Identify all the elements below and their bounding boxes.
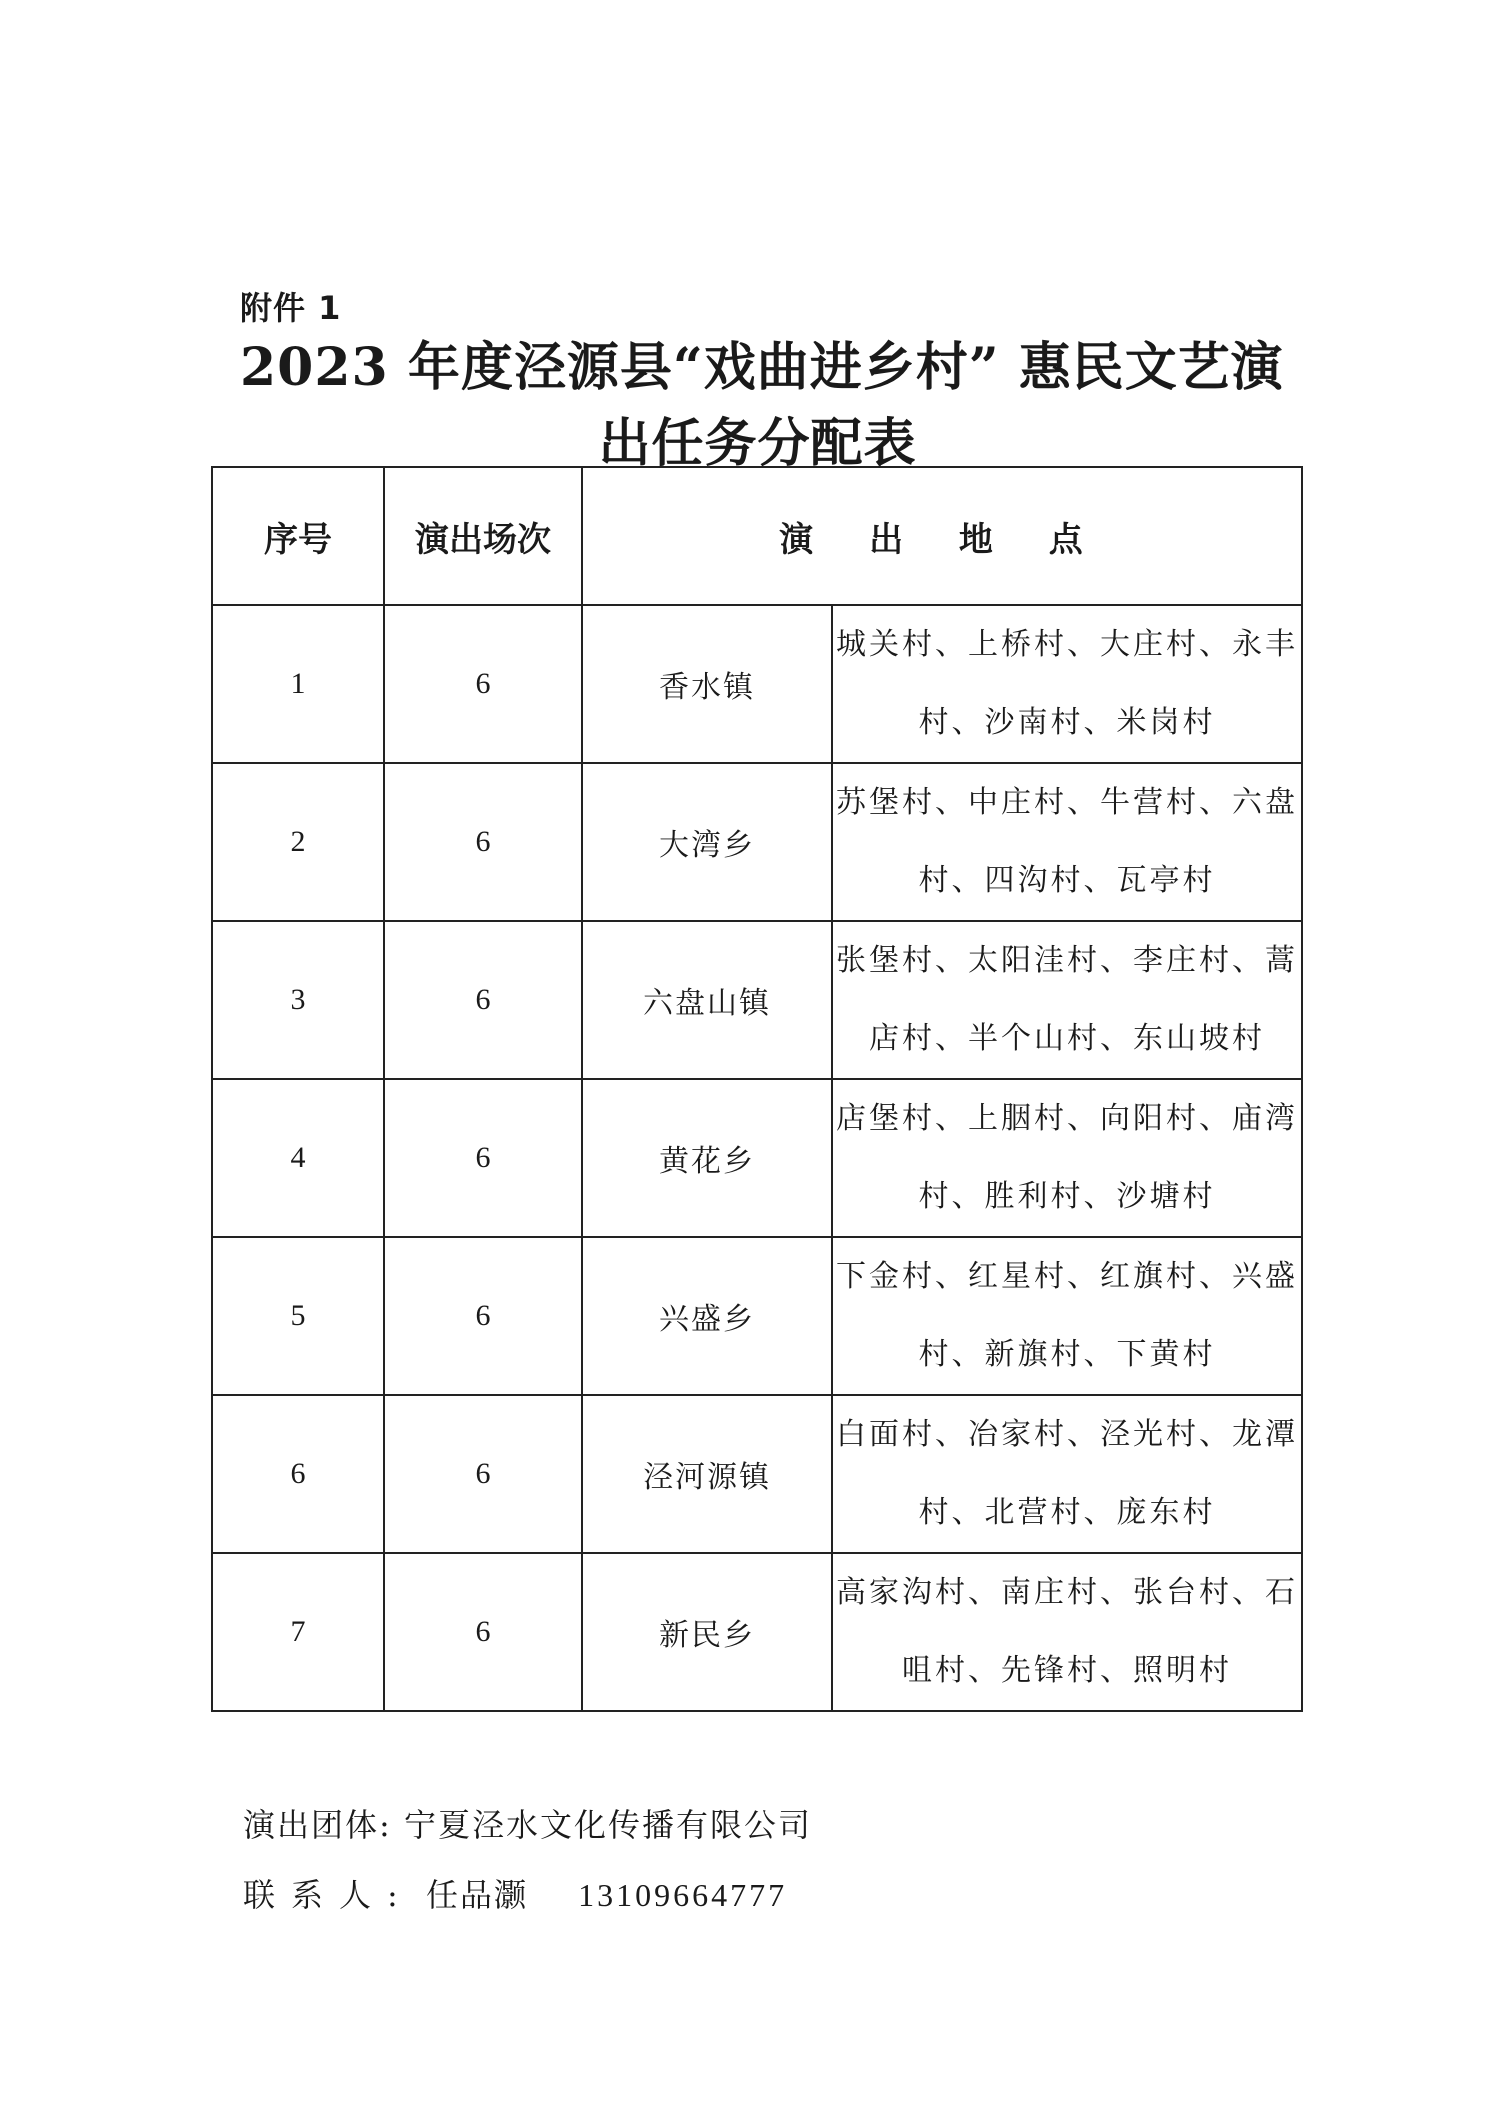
cell-count: 6 xyxy=(384,921,582,1079)
troupe-label: 演出团体: xyxy=(243,1806,392,1844)
cell-town: 泾河源镇 xyxy=(582,1395,832,1553)
troupe-value: 宁夏泾水文化传播有限公司 xyxy=(403,1806,812,1844)
cell-villages: 下金村、红星村、红旗村、兴盛村、新旗村、下黄村 xyxy=(832,1237,1302,1395)
cell-town: 黄花乡 xyxy=(582,1079,832,1237)
cell-villages: 高家沟村、南庄村、张台村、石咀村、先锋村、照明村 xyxy=(832,1553,1302,1711)
table-row xyxy=(212,605,1302,763)
contact-name: 任品灏 xyxy=(425,1876,528,1914)
header-count: 演出场次 xyxy=(384,467,582,605)
table-row xyxy=(212,921,1302,1079)
cell-town: 新民乡 xyxy=(582,1553,832,1711)
cell-serial: 4 xyxy=(212,1079,384,1237)
cell-villages: 苏堡村、中庄村、牛营村、六盘村、四沟村、瓦亭村 xyxy=(832,763,1302,921)
cell-count: 6 xyxy=(384,1079,582,1237)
document-title xyxy=(225,330,1290,482)
cell-count: 6 xyxy=(384,1553,582,1711)
cell-villages: 张堡村、太阳洼村、李庄村、蒿店村、半个山村、东山坡村 xyxy=(832,921,1302,1079)
allocation-table xyxy=(211,466,1303,1712)
contact-line xyxy=(243,1870,787,1916)
table-row xyxy=(212,1395,1302,1553)
table-row xyxy=(212,1553,1302,1711)
cell-serial: 1 xyxy=(212,605,384,763)
cell-count: 6 xyxy=(384,605,582,763)
cell-serial: 6 xyxy=(212,1395,384,1553)
contact-label: 联系人: xyxy=(243,1876,414,1914)
table-header-row xyxy=(212,467,1302,605)
title-line-1: 2023 年度泾源县“戏曲进乡村” 惠民文艺演 xyxy=(240,337,1284,398)
troupe-line xyxy=(243,1800,812,1846)
contact-phone: 13109664777 xyxy=(578,1877,788,1913)
attachment-label: 附件 1 xyxy=(240,289,342,327)
cell-serial: 2 xyxy=(212,763,384,921)
cell-villages: 店堡村、上胭村、向阳村、庙湾村、胜利村、沙塘村 xyxy=(832,1079,1302,1237)
cell-town: 大湾乡 xyxy=(582,763,832,921)
cell-serial: 3 xyxy=(212,921,384,1079)
title-line-2: 出任务分配表 xyxy=(598,413,917,474)
cell-villages: 白面村、冶家村、泾光村、龙潭村、北营村、庞东村 xyxy=(832,1395,1302,1553)
cell-town: 香水镇 xyxy=(582,605,832,763)
cell-town: 六盘山镇 xyxy=(582,921,832,1079)
cell-town: 兴盛乡 xyxy=(582,1237,832,1395)
header-serial: 序号 xyxy=(212,467,384,605)
cell-serial: 5 xyxy=(212,1237,384,1395)
cell-count: 6 xyxy=(384,763,582,921)
table-row xyxy=(212,1237,1302,1395)
table-row xyxy=(212,1079,1302,1237)
cell-villages: 城关村、上桥村、大庄村、永丰村、沙南村、米岗村 xyxy=(832,605,1302,763)
cell-count: 6 xyxy=(384,1395,582,1553)
cell-count: 6 xyxy=(384,1237,582,1395)
header-location: 演 出 地 点 xyxy=(582,467,1302,605)
table-row xyxy=(212,763,1302,921)
cell-serial: 7 xyxy=(212,1553,384,1711)
